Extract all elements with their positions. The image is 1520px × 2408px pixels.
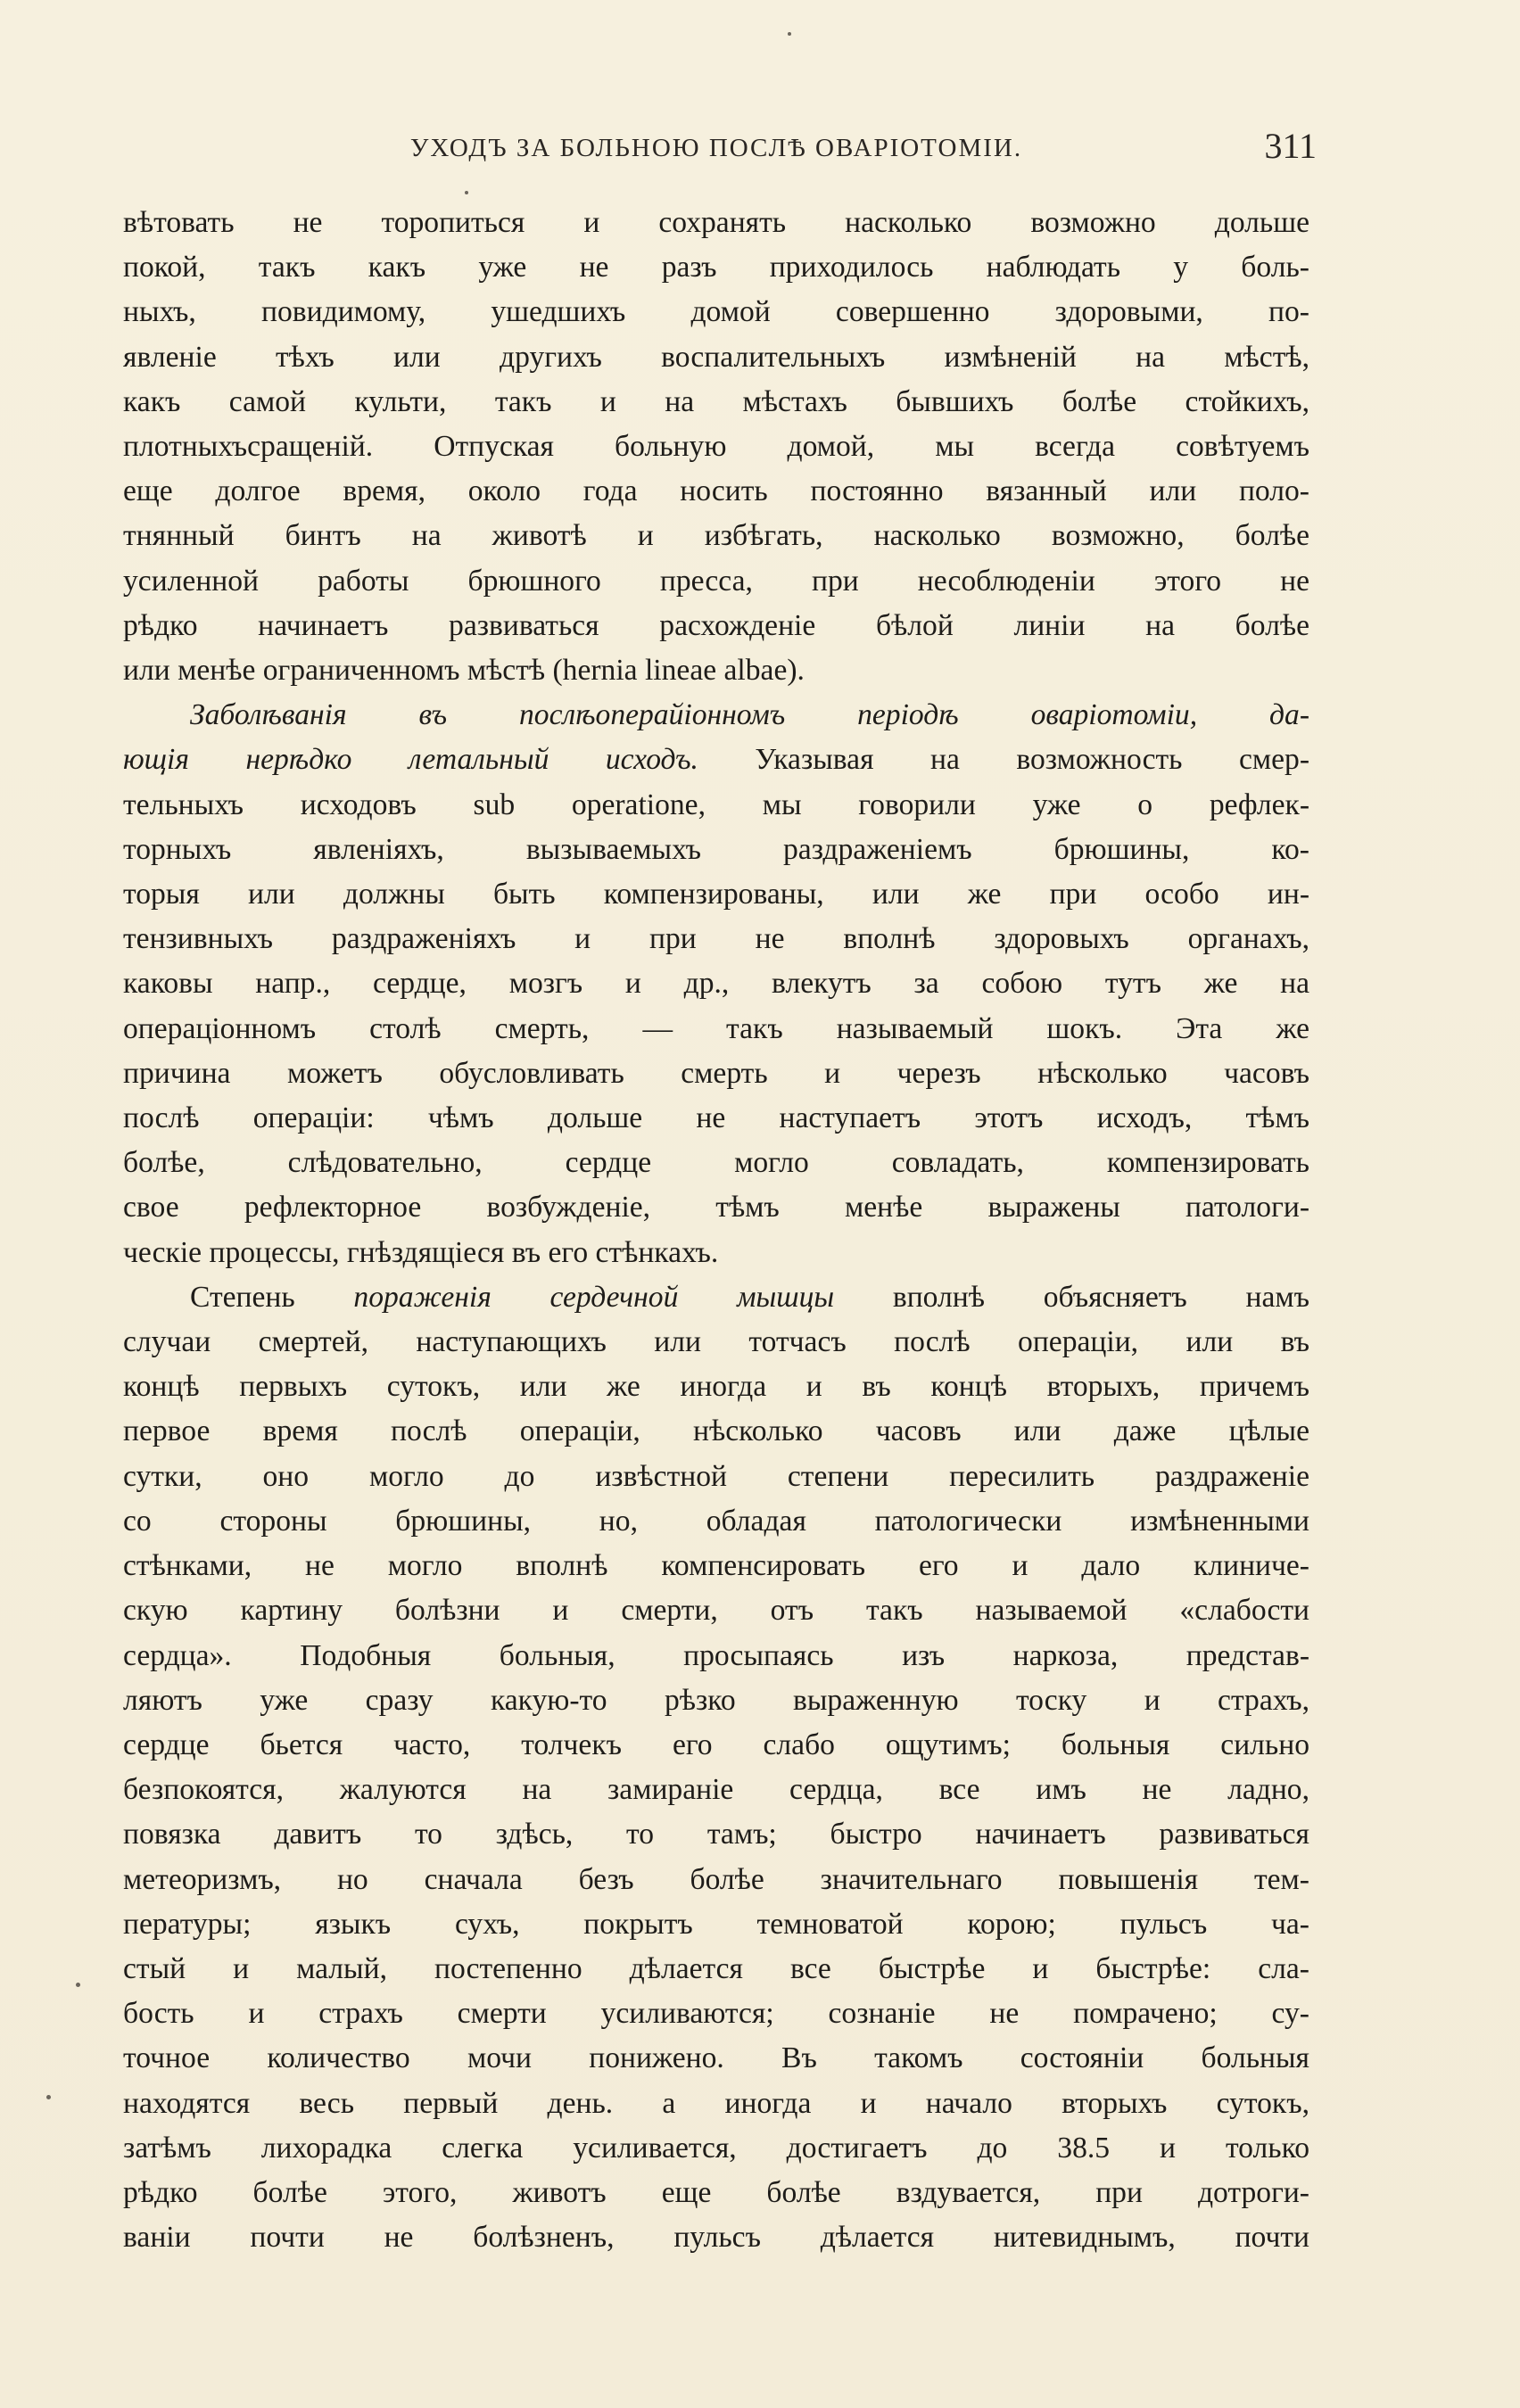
text-line [123,1992,1309,2036]
text-run: или менѣе ограниченномъ мѣстѣ (hernia lineae albae). [123,654,805,688]
text-line [123,1096,1309,1141]
text-run: Указывая на возможность смер- [698,743,1309,777]
text-line [123,2036,1309,2081]
text-run: покой, такъ какъ уже не разъ приходилось наблюдать у боль- [123,251,1309,285]
text-run: пературы; языкъ сухъ, покрытъ темноватой корою; пульсъ ча- [123,1907,1309,1941]
text-run: ныхъ, повидимому, ушедшихъ домой совершенно здоровыми, по- [123,295,1309,329]
text-line [123,961,1309,1006]
text-line [123,2171,1309,2215]
text-run: метеоризмъ, но сначала безъ болѣе значительнаго повышенія тем- [123,1862,1309,1896]
text-line [123,1947,1309,1992]
text-run: операціонномъ столѣ смерть, — такъ называемый шокъ. Эта же [123,1011,1309,1045]
text-run: торыя или должны быть компензированы, или же при особо ин- [123,878,1309,911]
text-run: вполнѣ объясняетъ намъ [834,1280,1309,1314]
text-run: скую картину болѣзни и смерти, отъ такъ называемой «слабости [123,1594,1309,1628]
text-run: стый и малый, постепенно дѣлается все быстрѣе и быстрѣе: сла- [123,1951,1309,1985]
text-run: рѣдко начинаетъ развиваться расхожденіе бѣлой линіи на болѣе [123,608,1309,642]
text-run: какъ самой культи, такъ и на мѣстахъ бывшихъ болѣе стойкихъ, [123,384,1309,418]
text-line [123,2082,1309,2126]
text-line [123,1499,1309,1544]
text-line [123,1185,1309,1230]
text-run: случаи смертей, наступающихъ или тотчасъ послѣ операціи, или въ [123,1325,1309,1359]
text-run: торныхъ явленіяхъ, вызываемыхъ раздраженіемъ брюшины, ко- [123,832,1309,866]
text-line [123,1723,1309,1768]
italic-run: ющія нерѣдко летальный исходъ. [123,743,698,777]
italic-run: Заболѣванія въ послѣоперайіонномъ періодѣ оваріотоміи, да- [190,698,1309,732]
text-line [123,1768,1309,1812]
text-line [123,1275,1309,1320]
text-line [123,872,1309,917]
text-line [123,201,1309,245]
text-line [123,1858,1309,1902]
text-line [123,2126,1309,2171]
text-line [123,425,1309,469]
text-run: точное количество мочи понижено. Въ такомъ состояніи больныя [123,2041,1309,2075]
text-line [123,245,1309,290]
text-run: усиленной работы брюшного пресса, при несоблюденіи этого не [123,564,1309,598]
text-run: сутки, оно могло до извѣстной степени пересилить раздраженіе [123,1459,1309,1493]
print-speck [788,32,791,36]
text-run: послѣ операціи: чѣмъ дольше не наступаетъ этотъ исходъ, тѣмъ [123,1101,1309,1135]
text-run: затѣмъ лихорадка слегка усиливается, достигаетъ до 38.5 и только [123,2131,1309,2165]
italic-run: пораженія сердечной мышцы [353,1280,835,1314]
text-line [123,335,1309,380]
text-line [123,469,1309,514]
text-run: сердце бьется часто, толчекъ его слабо ощутимъ; больныя сильно [123,1728,1309,1761]
text-line [123,738,1309,782]
running-head [116,125,1317,169]
text-run: тнянный бинтъ на животѣ и избѣгать, насколько возможно, болѣе [123,519,1309,553]
text-line [123,693,1309,738]
text-run: ческіе процессы, гнѣздящіеся въ его стѣнкахъ. [123,1235,719,1269]
text-run: со стороны брюшины, но, обладая патологически измѣненными [123,1504,1309,1538]
text-run: концѣ первыхъ сутокъ, или же иногда и въ концѣ вторыхъ, причемъ [123,1370,1309,1404]
text-run: сердца». Подобныя больныя, просыпаясь изъ наркоза, представ- [123,1638,1309,1672]
text-line [123,1141,1309,1185]
text-line [123,648,1309,693]
text-line [123,1588,1309,1633]
text-run: ваніи почти не болѣзненъ, пульсъ дѣлается нитевиднымъ, почти [123,2221,1309,2255]
text-line [123,1634,1309,1678]
text-line [123,559,1309,604]
text-line [123,1007,1309,1051]
print-speck [46,2095,51,2099]
text-line [123,380,1309,425]
text-line [123,1320,1309,1365]
text-run: повязка давитъ то здѣсь, то тамъ; быстро начинаетъ развиваться [123,1818,1309,1851]
text-line [123,1365,1309,1409]
text-run: тельныхъ исходовъ sub operatione, мы говорили уже о рефлек- [123,788,1309,821]
text-run: Степень [190,1280,354,1314]
print-speck [465,191,468,194]
text-line [123,1812,1309,1857]
text-run: рѣдко болѣе этого, животъ еще болѣе вздувается, при дотроги- [123,2175,1309,2209]
text-line [123,290,1309,334]
text-run: причина можетъ обусловливать смерть и черезъ нѣсколько часовъ [123,1056,1309,1090]
text-run: явленіе тѣхъ или другихъ воспалительныхъ измѣненій на мѣстѣ, [123,340,1309,374]
text-line [123,1051,1309,1096]
text-run: плотныхъсращеній. Отпуская больную домой, мы всегда совѣтуемъ [123,430,1309,464]
text-line [123,783,1309,828]
text-run: ляютъ уже сразу какую-то рѣзко выраженную тоску и страхъ, [123,1683,1309,1717]
text-line [123,604,1309,648]
text-run: безпокоятся, жалуются на замираніе сердца, все имъ не ладно, [123,1773,1309,1807]
text-line [123,1409,1309,1454]
text-run: стѣнками, не могло вполнѣ компенсировать его и дало клиниче- [123,1549,1309,1583]
text-run: еще долгое время, около года носить постоянно вязанный или поло- [123,474,1309,508]
text-run: бость и страхъ смерти усиливаются; сознаніе не помрачено; су- [123,1997,1309,2031]
page-number: 311 [1264,126,1317,166]
text-run: первое время послѣ операціи, нѣсколько часовъ или даже цѣлые [123,1414,1309,1448]
running-title: УХОДЪ ЗА БОЛЬНОЮ ПОСЛѢ ОВАРІОТОМІИ. [409,134,1023,162]
text-run: свое рефлекторное возбужденіе, тѣмъ менѣе выражены патологи- [123,1191,1309,1225]
print-speck [76,1983,80,1987]
text-line [123,1544,1309,1588]
text-line [123,2215,1309,2260]
text-line [123,1231,1309,1275]
text-line [123,1902,1309,1947]
body-text [123,201,1309,2260]
text-line [123,1678,1309,1723]
text-line [123,828,1309,872]
text-run: болѣе, слѣдовательно, сердце могло совладать, компензировать [123,1146,1309,1180]
text-run: находятся весь первый день. а иногда и начало вторыхъ сутокъ, [123,2086,1309,2120]
text-line [123,917,1309,961]
text-line [123,514,1309,558]
text-run: вѣтовать не торопиться и сохранять насколько возможно дольше [123,206,1309,239]
text-run: каковы напр., сердце, мозгъ и др., влекутъ за собою тутъ же на [123,967,1309,1001]
text-line [123,1455,1309,1499]
text-run: тензивныхъ раздраженіяхъ и при не вполнѣ здоровыхъ органахъ, [123,922,1309,956]
